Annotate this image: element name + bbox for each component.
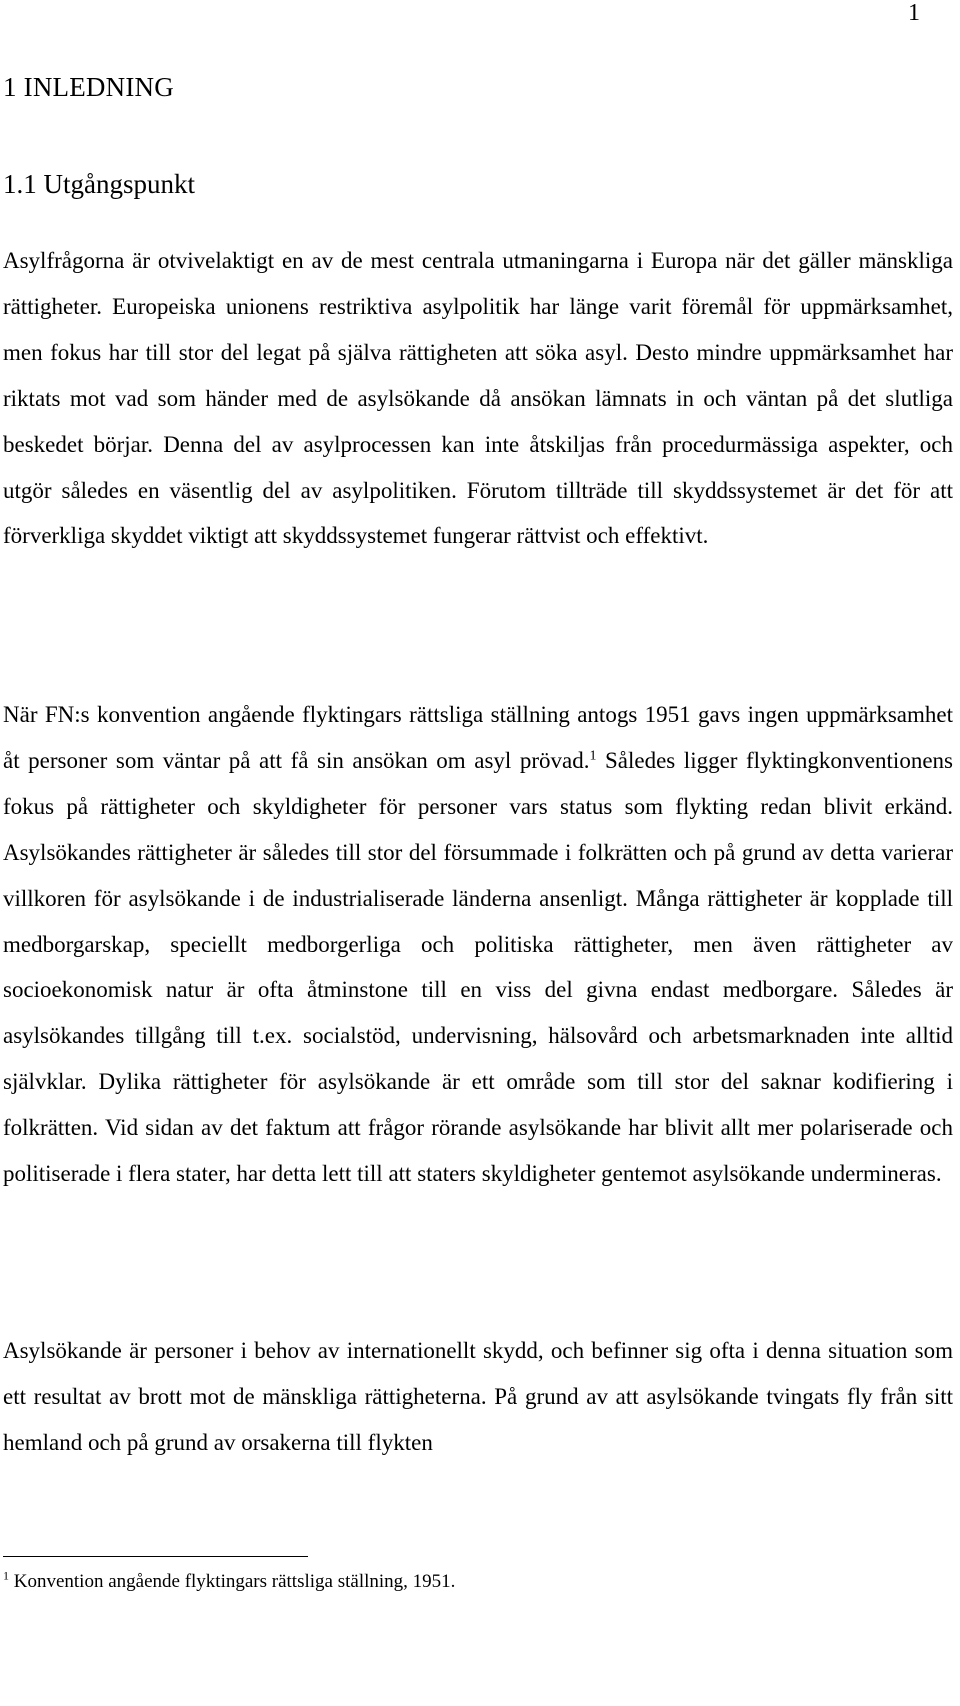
- footnote-reference[interactable]: 1: [589, 748, 597, 764]
- paragraph-1: Asylfrågorna är otvivelaktigt en av de mest centrala utmaningarna i Europa när det gäller mänskliga rättigheter. Europeiska unionens restriktiva asylpolitik har länge varit föremål för uppmärksamhet, men fokus har till stor del legat på själva rättigheten att söka asyl. Desto mindre uppmärksamhet har riktats mot vad som händer med de asylsökande då ansökan lämnats in och väntan på det slutliga beskedet börjar. Denna del av asylprocessen kan inte åtskiljas från procedurmässiga aspekter, och utgör således en väsentlig del av asylpolitiken. Förutom tillträde till skyddssystemet är det för att förverkliga skyddet viktigt att skyddssystemet fungerar rättvist och effektivt.: [3, 248, 953, 549]
- paragraph-2-text-after-ref: Således ligger flyktingkonventionens fokus på rättigheter och skyldigheter för personer vars status som flykting redan blivit erkänd. Asylsökandes rättigheter är således till stor del försummade i folkrätten och på grund av detta varierar villkoren för asylsökande i de industrialiserade länderna ansenligt. Många rättigheter är kopplade till medborgarskap, speciellt medborgerliga och politiska rättigheter, men även rättigheter av socioekonomisk natur är ofta åtminstone till en viss del givna endast medborgare. Således är asylsökandes tillgång till t.ex. socialstöd, undervisning, hälsovård och arbetsmarknaden inte alltid självklar. Dylika rättigheter för asylsökande är ett område som till stor del saknar kodifiering i folkrätten. Vid sidan av det faktum att frågor rörande asylsökande har blivit allt mer polariserade och politiserade i flera stater, har detta lett till att staters skyldigheter gentemot asylsökande undermineras.: [3, 747, 953, 1187]
- section-heading: 1.1 Utgångspunkt: [3, 169, 195, 199]
- paragraph-2: [3, 692, 953, 1197]
- paragraph-2-text-before-ref: När FN:s konvention angående flyktingars rättsliga ställning antogs 1951 gavs ingen uppmärksamhet åt personer som väntar på att få sin ansökan om asyl prövad.: [3, 702, 953, 773]
- footnote-1: [3, 1568, 456, 1593]
- footnote-text: Konvention angående flyktingars rättsliga ställning, 1951.: [9, 1571, 456, 1592]
- paragraph-3: Asylsökande är personer i behov av internationellt skydd, och befinner sig ofta i denna situation som ett resultat av brott mot de mänskliga rättigheterna. På grund av att asylsökande tvingats fly från sitt hemland och på grund av orsakerna till flykten: [3, 1338, 953, 1455]
- chapter-heading: 1 INLEDNING: [3, 72, 174, 102]
- footnote-mark: 1: [3, 1568, 9, 1583]
- page-number: 1: [908, 0, 920, 26]
- footnote-divider: [3, 1556, 308, 1557]
